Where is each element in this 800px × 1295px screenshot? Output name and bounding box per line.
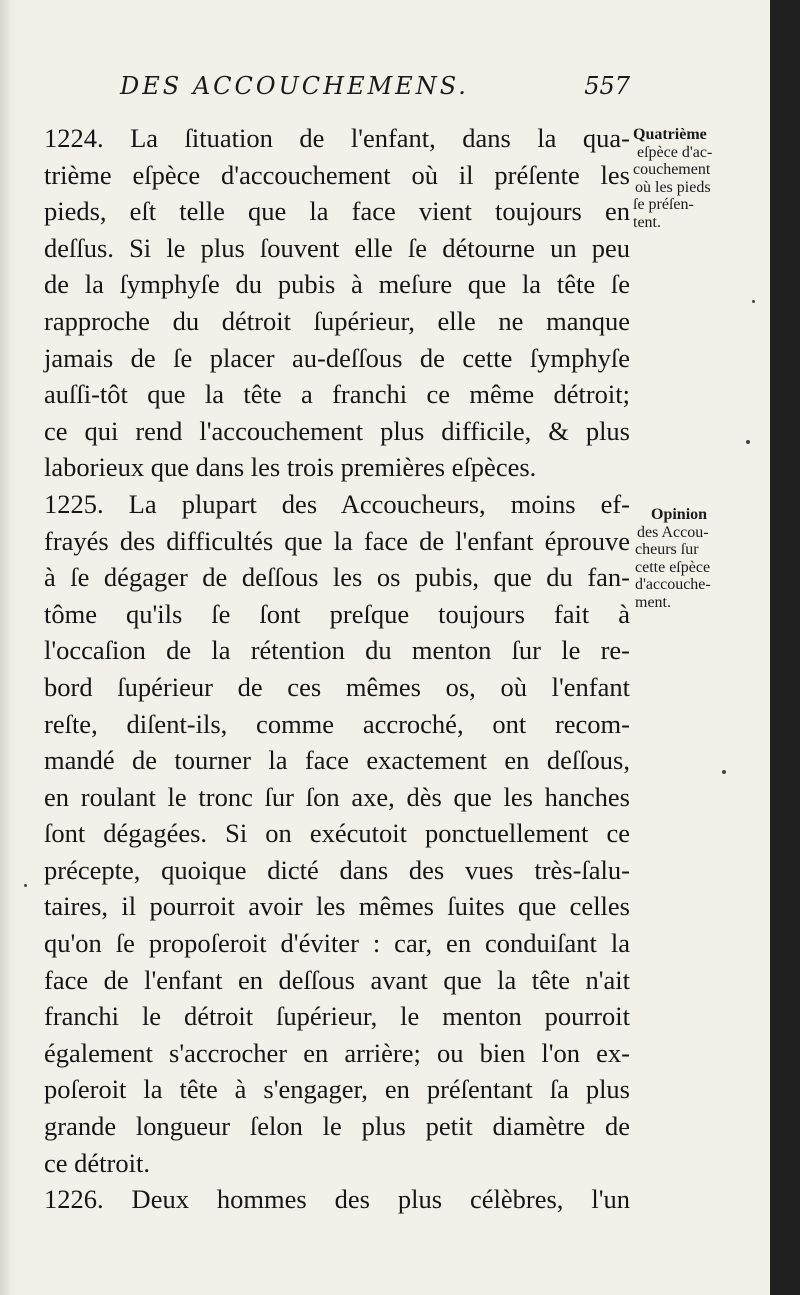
margin-note-line: cette eſpèce [635, 558, 711, 576]
text-line: également s'accrocher en arrière; ou bien l'on ex- [44, 1037, 630, 1068]
text-line: laborieux que dans les trois premières eſpèces. [44, 452, 537, 483]
text-line: de la ſymphyſe du pubis à meſure que la tête ſe [44, 269, 630, 300]
text-line: trième eſpèce d'accouchement où il préſente les [44, 159, 630, 190]
text-line: grande longueur ſelon le plus petit diamètre de [44, 1111, 630, 1142]
text-line: qu'on ſe propoſeroit d'éviter : car, en conduiſant la [44, 928, 630, 959]
text-line: taires, il pourroit avoir les mêmes ſuites que celles [44, 891, 630, 922]
text-line: poſeroit la tête à s'engager, en préſentant ſa plus [44, 1074, 630, 1105]
text-line: ce détroit. [44, 1147, 150, 1178]
paper-speck [722, 770, 726, 774]
text-line: ce qui rend l'accouchement plus difficile, & plus [44, 415, 630, 446]
text-line: l'occaſion de la rétention du menton ſur le re- [44, 635, 630, 666]
text-line: tôme qu'ils ſe ſont preſque toujours fait à [44, 598, 630, 629]
text-line: frayés des difficultés que la face de l'enfant éprouve [44, 525, 630, 556]
text-line: rapproche du détroit ſupérieur, elle ne manque [44, 305, 630, 336]
page-number: 557 [584, 72, 630, 100]
text-line: reſte, diſent-ils, comme accroché, ont recom- [44, 708, 630, 739]
margin-note-line: cheurs ſur [635, 541, 699, 558]
paper-speck [24, 884, 27, 887]
text-line: mandé de tourner la face exactement en deſſous, [44, 745, 630, 776]
margin-note-line: eſpèce d'ac- [637, 143, 713, 161]
text-line: ſont dégagées. Si on exécutoit ponctuellement ce [44, 818, 630, 849]
margin-note-line: des Accou- [637, 523, 709, 541]
margin-note-line: couchement [633, 161, 711, 178]
text-line: bord ſupérieur de ces mêmes os, où l'enfant [44, 671, 630, 702]
text-line: 1224. La ſituation de l'enfant, dans la qua- [44, 123, 630, 153]
margin-note-line: tent. [633, 213, 661, 231]
page-edge-shadow [770, 0, 785, 1295]
text-line: pieds, eſt telle que la face vient toujours en [44, 196, 630, 227]
text-line: jamais de ſe placer au-deſſous de cette ſymphyſe [44, 342, 630, 373]
main-text-block [44, 120, 630, 1218]
text-line: 1225. La plupart des Accoucheurs, moins ef- [44, 488, 630, 519]
margin-note-opinion-accoucheurs [635, 506, 755, 611]
margin-note-line: d'accouche- [635, 576, 711, 593]
text-line: deſſus. Si le plus ſouvent elle ſe détourne un peu [44, 232, 630, 263]
paper-speck [746, 440, 750, 444]
text-line: à ſe dégager de deſſous les os pubis, que du fan- [44, 562, 630, 593]
page-gutter [0, 0, 18, 1295]
text-line: précepte, quoique dicté dans des vues très-ſalu- [44, 854, 630, 885]
text-line: auſſi-tôt que la tête a franchi ce même détroit; [44, 379, 630, 410]
text-line: face de l'enfant en deſſous avant que la tête n'ait [44, 964, 630, 995]
margin-note-line: où les pieds [635, 178, 711, 196]
paper-speck [752, 300, 755, 303]
margin-note-quatrieme-espece [633, 126, 753, 231]
margin-note-line: ment. [635, 593, 671, 611]
running-header [120, 72, 630, 100]
margin-note-line: ſe préſen- [633, 196, 694, 213]
margin-note-line: Quatrième [633, 126, 707, 143]
text-line: en roulant le tronc ſur ſon axe, dès que les hanches [44, 781, 630, 812]
running-title: DES ACCOUCHEMENS. [120, 72, 469, 100]
text-line: 1226. Deux hommes des plus célèbres, l'un [44, 1184, 630, 1215]
margin-note-line: Opinion [651, 506, 708, 523]
text-line: franchi le détroit ſupérieur, le menton pourroit [44, 1001, 630, 1032]
